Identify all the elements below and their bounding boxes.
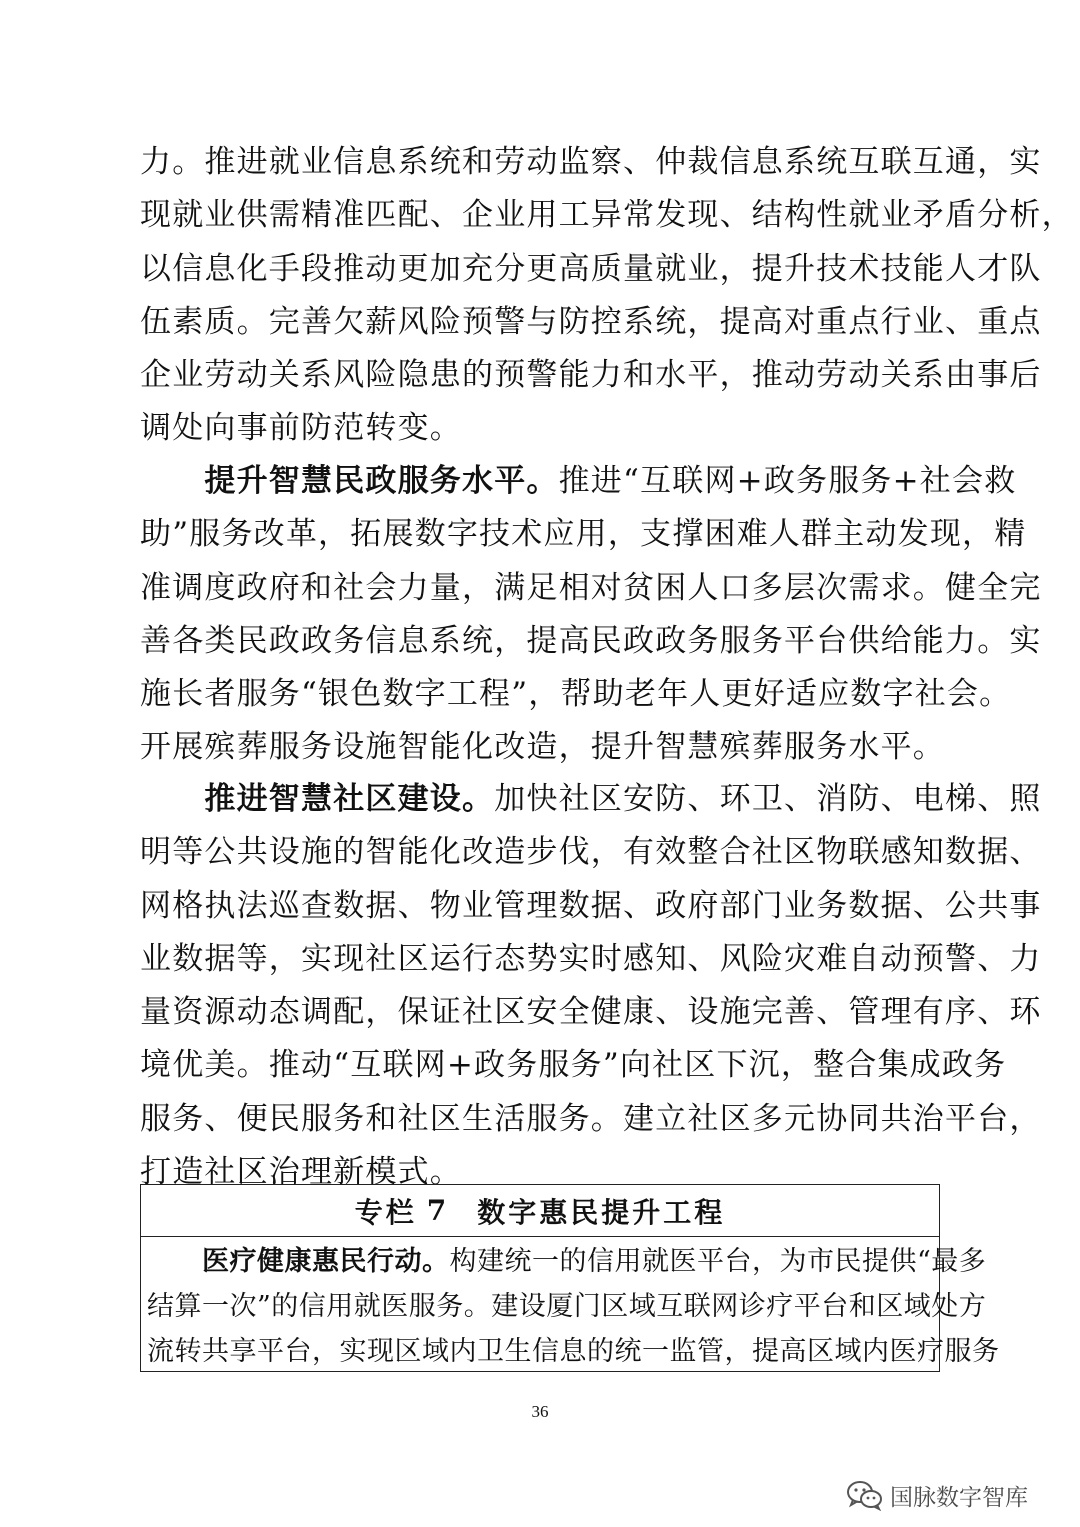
column-title-text: 数字惠民提升工程 bbox=[477, 1195, 726, 1229]
section-heading: 推进智慧社区建设。 bbox=[204, 781, 495, 817]
text-run: 构建统一的信用就医平台，为市民提供“最多 bbox=[449, 1246, 987, 1277]
text-line: 业数据等，实现社区运行态势实时感知、风险灾难自动预警、力 bbox=[140, 940, 1042, 977]
text-line: 流转共享平台，实现区域内卫生信息的统一监管，提高区域内医疗服务 bbox=[147, 1336, 1000, 1367]
text-line: 境优美。推动“互联网+政务服务”向社区下沉，整合集成政务 bbox=[140, 1047, 1007, 1084]
section-heading: 提升智慧民政服务水平。 bbox=[204, 463, 559, 499]
text-line: 开展殡葬服务设施智能化改造，提升智慧殡葬服务水平。 bbox=[140, 729, 945, 766]
text-line: 结算一次”的信用就医服务。建设厦门区域互联网诊疗平台和区域处方 bbox=[147, 1291, 987, 1322]
page-number: 36 bbox=[531, 1402, 549, 1421]
wechat-icon bbox=[846, 1479, 884, 1511]
section-heading: 医疗健康惠民行动。 bbox=[202, 1246, 450, 1277]
column-number: 7 bbox=[426, 1194, 450, 1227]
column-box bbox=[140, 1184, 1000, 1372]
text-line: 助”服务改革，拓展数字技术应用，支撑困难人群主动发现，精 bbox=[140, 516, 1027, 553]
text-line: 现就业供需精准匹配、企业用工异常发现、结构性就业矛盾分析， bbox=[140, 197, 1074, 234]
text-run: 推进“互联网+政务服务+社会救 bbox=[558, 463, 1017, 499]
text-run: 加快社区安防、环卫、消防、电梯、照 bbox=[494, 781, 1042, 817]
text-line-first bbox=[140, 455, 1017, 508]
text-line: 以信息化手段推动更加充分更高质量就业，提升技术技能人才队 bbox=[140, 250, 1042, 287]
column-label: 专栏 bbox=[354, 1195, 417, 1229]
paragraph-employment bbox=[140, 136, 1074, 456]
watermark-text: 国脉数字智库 bbox=[890, 1484, 1028, 1511]
column-box-title bbox=[141, 1185, 939, 1237]
text-line-first bbox=[140, 773, 1042, 826]
text-line: 明等公共设施的智能化改造步伐，有效整合社区物联感知数据、 bbox=[140, 834, 1042, 871]
text-line: 准调度政府和社会力量，满足相对贫困人口多层次需求。健全完 bbox=[140, 569, 1042, 606]
text-line: 网格执法巡查数据、物业管理数据、政府部门业务数据、公共事 bbox=[140, 887, 1042, 924]
column-box-body bbox=[141, 1237, 1000, 1374]
text-line: 服务、便民服务和社区生活服务。建立社区多元协同共治平台， bbox=[140, 1100, 1042, 1137]
text-line: 施长者服务“银色数字工程”，帮助老年人更好适应数字社会。 bbox=[140, 676, 1012, 713]
text-line: 善各类民政政务信息系统，提高民政政务服务平台供给能力。实 bbox=[140, 622, 1042, 659]
text-line: 调处向事前防范转变。 bbox=[140, 410, 462, 447]
text-line: 力。推进就业信息系统和劳动监察、仲裁信息系统互联互通，实 bbox=[140, 144, 1042, 180]
text-line-first bbox=[147, 1239, 987, 1284]
watermark bbox=[846, 1477, 1028, 1513]
paragraph-civil-affairs bbox=[140, 455, 1042, 775]
paragraph-smart-community bbox=[140, 773, 1042, 1199]
text-line: 企业劳动关系风险隐患的预警能力和水平，推动劳动关系由事后 bbox=[140, 357, 1042, 394]
text-line: 伍素质。完善欠薪风险预警与防控系统，提高对重点行业、重点 bbox=[140, 303, 1042, 340]
text-line: 量资源动态调配，保证社区安全健康、设施完善、管理有序、环 bbox=[140, 994, 1042, 1031]
text-line: 打造社区治理新模式。 bbox=[140, 1154, 462, 1191]
